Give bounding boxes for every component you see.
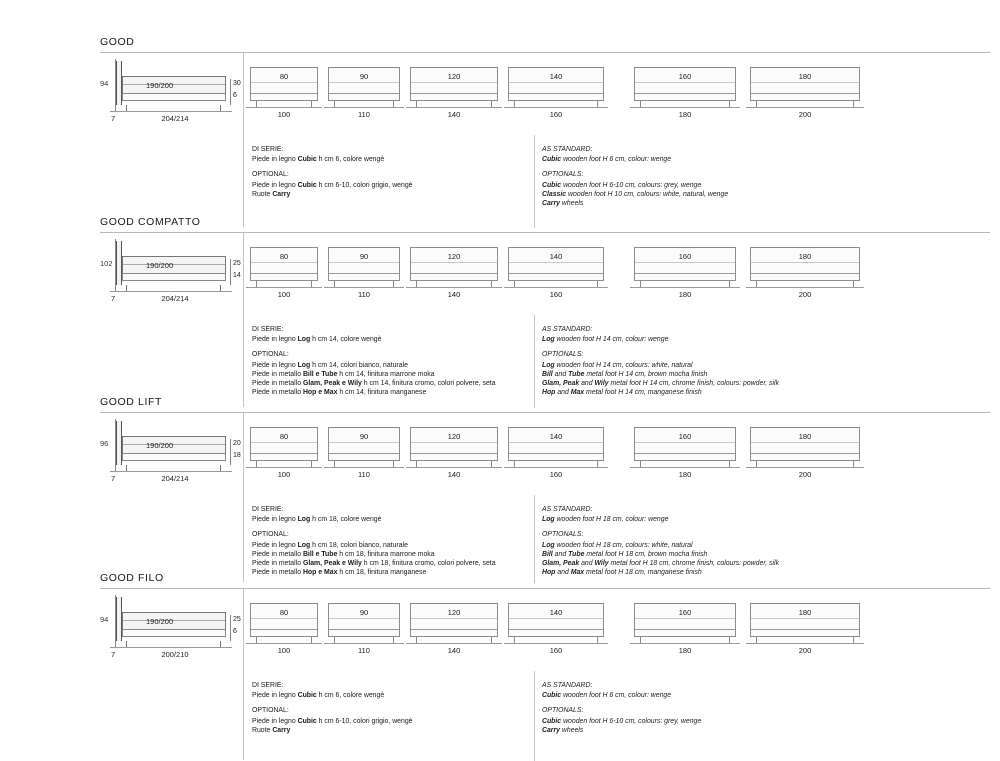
optional-line: Log wooden foot H 14 cm, colours: white, natural (542, 361, 693, 369)
bed-elevation (410, 67, 498, 119)
bed-inner-line (635, 262, 735, 263)
specs-italian (252, 145, 532, 199)
section-body (100, 233, 990, 408)
standard-line: Piede in legno Cubic h cm 6, colore wengè (252, 692, 385, 700)
total-depth-label: 204/214 (161, 474, 189, 483)
optional-header: OPTIONALS: (542, 707, 584, 715)
bed-floor-line (504, 467, 608, 468)
section-body (100, 589, 990, 761)
standard-header: AS STANDARD: (542, 326, 593, 333)
bed-total-width-label: 100 (277, 290, 291, 299)
bed-width-label: 160 (678, 72, 692, 81)
bed-floor-line (630, 107, 740, 108)
section-title: GOOD COMPATTO (100, 216, 201, 228)
bed-total-width-label: 180 (678, 110, 692, 119)
bed-elevation (750, 427, 860, 479)
column-divider-left (243, 232, 244, 407)
column-divider-left (243, 412, 244, 582)
right-dim-upper: 25 (233, 616, 241, 623)
bed-inner-line (251, 262, 317, 263)
bed-width-label: 140 (549, 72, 563, 81)
optional-line: Log wooden foot H 18 cm, colours: white, natural (542, 541, 693, 549)
bed-inner-line (329, 262, 399, 263)
standard-header: AS STANDARD: (542, 146, 593, 153)
column-divider-language (534, 315, 535, 408)
optional-header: OPTIONALS: (542, 351, 584, 359)
bed-outline (410, 247, 498, 281)
bed-outline (634, 603, 736, 637)
bed-total-width-label: 200 (798, 470, 812, 479)
bed-floor-line (746, 107, 864, 108)
optional-line: Classic wooden foot H 10 cm, colours: white, natural, wenge (542, 190, 729, 198)
bed-width-label: 90 (359, 252, 369, 261)
bed-outline (328, 603, 400, 637)
bed-outline (634, 427, 736, 461)
optional-line: Piede in metallo Bill e Tube h cm 14, finitura marrone moka (252, 370, 435, 378)
optional-line: Piede in legno Cubic h cm 6-10, colori grigio, wengè (252, 181, 413, 189)
right-dim-line (230, 79, 231, 105)
bed-base-line (635, 273, 735, 274)
bed-floor-line (406, 643, 502, 644)
optional-line: Glam, Peak and Wily metal foot H 18 cm, chrome finish, colours: powder, silk (542, 560, 780, 568)
optional-header: OPTIONALS: (542, 531, 584, 539)
bed-floor-line (324, 643, 404, 644)
base-frame-shape (122, 93, 226, 101)
bed-total-width-label: 110 (358, 110, 370, 119)
mattress-size-label: 190/200 (146, 441, 174, 450)
bed-inner-line (635, 618, 735, 619)
bed-floor-line (324, 107, 404, 108)
bed-width-label: 120 (447, 432, 461, 441)
bed-floor-line (630, 467, 740, 468)
bed-total-width-label: 160 (549, 470, 563, 479)
bed-elevation (250, 67, 318, 119)
bed-inner-line (329, 82, 399, 83)
bed-outline (750, 67, 860, 101)
bed-outline (410, 603, 498, 637)
bed-total-width-label: 200 (798, 290, 812, 299)
bed-outline (750, 603, 860, 637)
bed-inner-line (411, 618, 497, 619)
right-dim-upper: 25 (233, 260, 241, 267)
bed-width-label: 140 (549, 432, 563, 441)
right-dim-lower: 14 (233, 272, 241, 279)
bed-floor-line (746, 467, 864, 468)
bed-total-width-label: 180 (678, 646, 692, 655)
bed-inner-line (329, 618, 399, 619)
bed-width-label: 180 (798, 608, 812, 617)
optional-line: Cubic wooden foot H 6-10 cm, colours: grey, wenge (542, 717, 702, 725)
bed-base-line (509, 629, 603, 630)
optional-line: Carry wheels (542, 726, 584, 734)
bed-floor-line (746, 287, 864, 288)
bed-inner-line (251, 618, 317, 619)
standard-line: Piede in legno Cubic h cm 6, colore wengè (252, 156, 385, 164)
product-section (100, 572, 990, 761)
standard-line: Piede in legno Log h cm 18, colore wengè (252, 516, 382, 524)
specs-english (542, 681, 842, 735)
bed-outline (250, 603, 318, 637)
right-dim-lower: 6 (233, 628, 237, 635)
total-depth-label: 204/214 (161, 114, 189, 123)
specs-italian (252, 681, 532, 735)
bed-base-line (411, 629, 497, 630)
bed-outline (328, 67, 400, 101)
bed-elevation (750, 603, 860, 655)
specs-english (542, 145, 842, 208)
bed-width-label: 90 (359, 72, 369, 81)
bed-floor-line (504, 643, 608, 644)
product-section (100, 396, 990, 583)
bed-inner-line (411, 82, 497, 83)
optional-line: Bill and Tube metal foot H 18 cm, brown mocha finish (542, 550, 708, 558)
standard-line: Log wooden foot H 18 cm, colour: wenge (542, 516, 669, 524)
bed-elevation (508, 67, 604, 119)
bed-floor-line (630, 287, 740, 288)
profile-height-label: 94 (100, 79, 109, 88)
bed-outline (508, 247, 604, 281)
column-divider-language (534, 495, 535, 583)
profile-height-label: 96 (100, 439, 109, 448)
bed-inner-line (509, 442, 603, 443)
standard-header: AS STANDARD: (542, 682, 593, 689)
bed-inner-line (751, 82, 859, 83)
bed-outline (634, 67, 736, 101)
height-dim-line (115, 59, 116, 111)
bed-elevation (750, 247, 860, 299)
right-dim-lower: 6 (233, 92, 237, 99)
optional-line: Piede in metallo Glam, Peak e Wily h cm 14, finitura cromo, colori polvere, seta (252, 380, 496, 388)
bed-elevation (410, 603, 498, 655)
base-frame-shape (122, 273, 226, 281)
bed-width-label: 120 (447, 608, 461, 617)
foot-depth-label: 7 (111, 114, 116, 123)
bed-inner-line (329, 442, 399, 443)
bed-inner-line (635, 82, 735, 83)
bed-inner-line (751, 618, 859, 619)
height-dim-line (115, 239, 116, 291)
bed-width-label: 90 (359, 608, 369, 617)
section-body (100, 413, 990, 583)
bed-width-label: 160 (678, 432, 692, 441)
bed-floor-line (746, 643, 864, 644)
bed-floor-line (246, 107, 322, 108)
bed-width-label: 180 (798, 252, 812, 261)
bed-elevation (410, 427, 498, 479)
profile-height-label: 102 (100, 259, 113, 268)
bed-base-line (751, 453, 859, 454)
bed-width-label: 180 (798, 72, 812, 81)
bed-outline (750, 427, 860, 461)
bed-base-line (635, 629, 735, 630)
bed-elevation (634, 603, 736, 655)
bed-total-width-label: 140 (447, 290, 461, 299)
bed-total-width-label: 100 (277, 470, 291, 479)
profile-height-label: 94 (100, 615, 109, 624)
bed-inner-line (251, 82, 317, 83)
foot-depth-label: 7 (111, 650, 116, 659)
specs-italian (252, 325, 532, 397)
bed-width-label: 180 (798, 432, 812, 441)
standard-line: Piede in legno Log h cm 14, colore wengè (252, 336, 382, 344)
right-dim-lower: 18 (233, 452, 241, 459)
total-depth-label: 204/214 (161, 294, 189, 303)
bed-base-line (751, 629, 859, 630)
bed-width-label: 160 (678, 252, 692, 261)
bed-inner-line (509, 262, 603, 263)
optional-line: Piede in metallo Bill e Tube h cm 18, finitura marrone moka (252, 550, 435, 558)
optional-line: Carry wheels (542, 200, 584, 208)
bed-outline (328, 247, 400, 281)
optional-line: Piede in metallo Hop e Max h cm 14, finitura manganese (252, 389, 427, 397)
bed-floor-line (324, 467, 404, 468)
bed-inner-line (251, 442, 317, 443)
bed-outline (250, 427, 318, 461)
right-dim-line (230, 259, 231, 285)
optional-header: OPTIONAL: (252, 531, 289, 539)
floor-line (110, 111, 232, 112)
total-depth-label: 200/210 (161, 650, 189, 659)
bed-width-label: 140 (549, 608, 563, 617)
height-dim-line (115, 419, 116, 471)
bed-outline (250, 67, 318, 101)
bed-inner-line (635, 442, 735, 443)
bed-total-width-label: 100 (277, 110, 291, 119)
bed-base-line (411, 273, 497, 274)
right-dim-upper: 20 (233, 440, 241, 447)
optional-line: Piede in metallo Glam, Peak e Wily h cm 18, finitura cromo, colori polvere, seta (252, 560, 496, 568)
bed-outline (750, 247, 860, 281)
column-divider-language (534, 135, 535, 228)
bed-total-width-label: 140 (447, 110, 461, 119)
bed-inner-line (411, 262, 497, 263)
bed-total-width-label: 110 (358, 470, 370, 479)
bed-elevation (250, 427, 318, 479)
standard-header: AS STANDARD: (542, 506, 593, 513)
profile-outline (116, 597, 226, 641)
bed-elevation (410, 247, 498, 299)
right-dim-line (230, 439, 231, 465)
foot-depth-label: 7 (111, 474, 116, 483)
floor-line (110, 647, 232, 648)
profile-outline (116, 241, 226, 285)
bed-base-line (329, 273, 399, 274)
bed-elevation (508, 603, 604, 655)
bed-inner-line (411, 442, 497, 443)
bed-width-label: 80 (279, 252, 289, 261)
bed-elevation (328, 603, 400, 655)
bed-base-line (635, 453, 735, 454)
specs-english (542, 325, 842, 397)
bed-base-line (411, 453, 497, 454)
bed-elevation (508, 427, 604, 479)
right-dim-line (230, 615, 231, 641)
bed-elevation (634, 67, 736, 119)
optional-header: OPTIONAL: (252, 707, 289, 715)
optional-header: OPTIONAL: (252, 351, 289, 359)
bed-width-label: 120 (447, 72, 461, 81)
bed-base-line (509, 93, 603, 94)
bed-base-line (251, 453, 317, 454)
standard-header: DI SERIE: (252, 506, 284, 513)
height-dim-line (115, 595, 116, 647)
bed-floor-line (406, 467, 502, 468)
standard-header: DI SERIE: (252, 146, 284, 153)
bed-base-line (329, 629, 399, 630)
product-section (100, 36, 990, 228)
bed-elevation (508, 247, 604, 299)
standard-line: Cubic wooden foot H 6 cm, colour: wenge (542, 156, 672, 164)
optional-line: Piede in legno Log h cm 14, colori bianco, naturale (252, 361, 408, 369)
bed-width-label: 120 (447, 252, 461, 261)
profile-outline (116, 421, 226, 465)
mattress-size-label: 190/200 (146, 617, 174, 626)
bed-floor-line (406, 107, 502, 108)
bed-base-line (251, 93, 317, 94)
bed-outline (634, 247, 736, 281)
optional-line: Ruote Carry (252, 726, 291, 734)
floor-line (110, 291, 232, 292)
optional-line: Cubic wooden foot H 6-10 cm, colours: grey, wenge (542, 181, 702, 189)
optional-header: OPTIONAL: (252, 171, 289, 179)
optional-line: Piede in legno Cubic h cm 6-10, colori grigio, wengè (252, 717, 413, 725)
optional-line: Hop and Max metal foot H 14 cm, manganese finish (542, 389, 702, 397)
bed-total-width-label: 180 (678, 470, 692, 479)
base-frame-shape (122, 629, 226, 637)
column-divider-left (243, 588, 244, 760)
bed-floor-line (246, 287, 322, 288)
bed-width-label: 90 (359, 432, 369, 441)
standard-line: Log wooden foot H 14 cm, colour: wenge (542, 336, 669, 344)
bed-base-line (411, 93, 497, 94)
standard-header: DI SERIE: (252, 326, 284, 333)
bed-width-label: 80 (279, 72, 289, 81)
bed-total-width-label: 200 (798, 646, 812, 655)
optional-line: Piede in metallo Hop e Max h cm 18, finitura manganese (252, 569, 427, 577)
bed-elevation (634, 427, 736, 479)
bed-inner-line (751, 262, 859, 263)
bed-total-width-label: 100 (277, 646, 291, 655)
optional-line: Bill and Tube metal foot H 14 cm, brown mocha finish (542, 370, 708, 378)
bed-outline (328, 427, 400, 461)
bed-base-line (509, 273, 603, 274)
bed-total-width-label: 180 (678, 290, 692, 299)
bed-floor-line (504, 107, 608, 108)
product-section (100, 216, 990, 408)
bed-base-line (751, 273, 859, 274)
bed-total-width-label: 140 (447, 470, 461, 479)
bed-floor-line (406, 287, 502, 288)
bed-outline (508, 603, 604, 637)
section-title: GOOD FILO (100, 572, 164, 584)
optional-line: Piede in legno Log h cm 18, colori bianco, naturale (252, 541, 408, 549)
section-title: GOOD (100, 36, 135, 48)
bed-total-width-label: 140 (447, 646, 461, 655)
optional-line: Ruote Carry (252, 190, 291, 198)
bed-elevation (250, 247, 318, 299)
bed-outline (250, 247, 318, 281)
optional-line: Hop and Max metal foot H 18 cm, manganese finish (542, 569, 702, 577)
bed-floor-line (246, 643, 322, 644)
column-divider-language (534, 671, 535, 761)
right-dim-upper: 30 (233, 80, 241, 87)
bed-inner-line (509, 82, 603, 83)
column-divider-left (243, 52, 244, 227)
section-title: GOOD LIFT (100, 396, 162, 408)
profile-outline (116, 61, 226, 105)
specs-english (542, 505, 842, 577)
bed-width-label: 160 (678, 608, 692, 617)
bed-outline (508, 67, 604, 101)
bed-width-label: 80 (279, 432, 289, 441)
standard-line: Cubic wooden foot H 6 cm, colour: wenge (542, 692, 672, 700)
bed-total-width-label: 200 (798, 110, 812, 119)
bed-base-line (329, 93, 399, 94)
foot-depth-label: 7 (111, 294, 116, 303)
bed-total-width-label: 160 (549, 646, 563, 655)
standard-header: DI SERIE: (252, 682, 284, 689)
bed-total-width-label: 110 (358, 646, 370, 655)
optional-header: OPTIONALS: (542, 171, 584, 179)
bed-base-line (751, 93, 859, 94)
base-frame-shape (122, 453, 226, 461)
bed-width-label: 140 (549, 252, 563, 261)
bed-inner-line (751, 442, 859, 443)
bed-floor-line (324, 287, 404, 288)
bed-total-width-label: 160 (549, 290, 563, 299)
bed-floor-line (246, 467, 322, 468)
bed-base-line (635, 93, 735, 94)
bed-outline (410, 427, 498, 461)
bed-floor-line (630, 643, 740, 644)
mattress-size-label: 190/200 (146, 81, 174, 90)
bed-floor-line (504, 287, 608, 288)
bed-base-line (329, 453, 399, 454)
bed-outline (410, 67, 498, 101)
bed-elevation (328, 67, 400, 119)
mattress-size-label: 190/200 (146, 261, 174, 270)
bed-total-width-label: 160 (549, 110, 563, 119)
optional-line: Glam, Peak and Wily metal foot H 14 cm, chrome finish, colours: powder, silk (542, 380, 780, 388)
section-body (100, 53, 990, 228)
bed-elevation (634, 247, 736, 299)
bed-elevation (250, 603, 318, 655)
floor-line (110, 471, 232, 472)
bed-outline (508, 427, 604, 461)
bed-inner-line (509, 618, 603, 619)
bed-base-line (251, 273, 317, 274)
bed-elevation (328, 247, 400, 299)
bed-elevation (750, 67, 860, 119)
bed-width-label: 80 (279, 608, 289, 617)
bed-total-width-label: 110 (358, 290, 370, 299)
specs-italian (252, 505, 532, 577)
bed-elevation (328, 427, 400, 479)
bed-base-line (251, 629, 317, 630)
bed-base-line (509, 453, 603, 454)
